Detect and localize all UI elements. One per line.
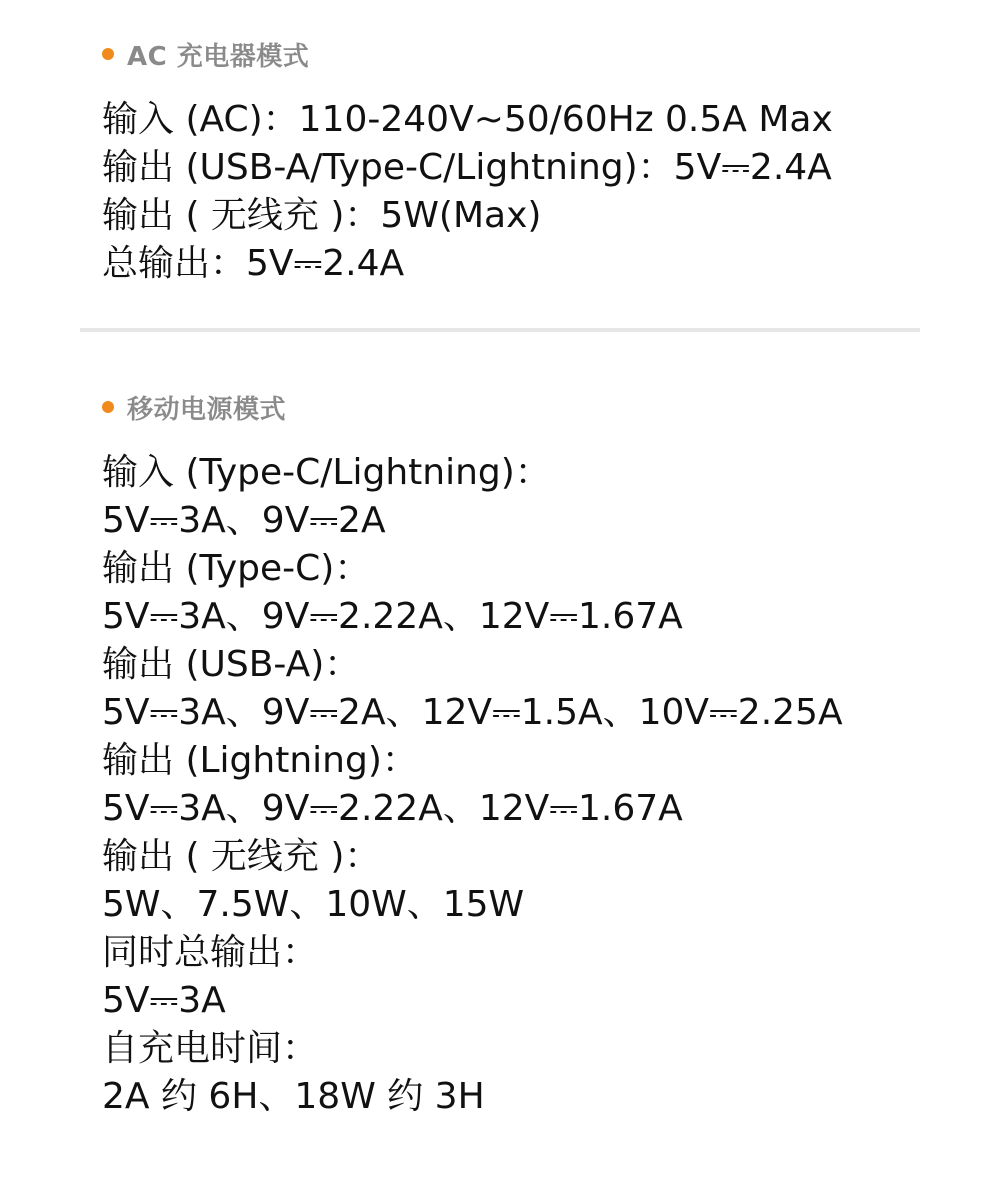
spec-label-total-output: 同时总输出： xyxy=(102,932,319,973)
ac-section-title: AC 充电器模式 xyxy=(127,41,310,72)
power-bank-spec-list xyxy=(102,449,920,1121)
section-divider xyxy=(80,328,920,332)
spec-value-input: 5V⎓3A、9V⎓2A xyxy=(102,500,386,541)
power-bank-mode-section xyxy=(102,389,920,1121)
ac-spec-output-wired: 输出 (USB-A/Type-C/Lightning)：5V⎓2.4A xyxy=(102,147,832,188)
ac-spec-total-output: 总输出：5V⎓2.4A xyxy=(102,243,405,284)
spec-label-output-wireless: 输出 ( 无线充 )： xyxy=(102,836,381,877)
ac-spec-list xyxy=(102,96,920,288)
spec-value-output-usb-a: 5V⎓3A、9V⎓2A、12V⎓1.5A、10V⎓2.25A xyxy=(102,692,843,733)
spec-label-output-lightning: 输出 (Lightning)： xyxy=(102,740,418,781)
orange-bullet-icon xyxy=(102,48,114,60)
orange-bullet-icon xyxy=(102,401,114,413)
spec-value-output-lightning: 5V⎓3A、9V⎓2.22A、12V⎓1.67A xyxy=(102,788,683,829)
spec-label-input: 输入 (Type-C/Lightning)： xyxy=(102,452,551,493)
spec-label-output-usb-a: 输出 (USB-A)： xyxy=(102,644,361,685)
ac-section-header xyxy=(102,36,920,72)
power-bank-section-header xyxy=(102,389,920,425)
ac-charger-mode-section xyxy=(102,36,920,288)
power-bank-section-title: 移动电源模式 xyxy=(127,394,287,425)
spec-value-output-type-c: 5V⎓3A、9V⎓2.22A、12V⎓1.67A xyxy=(102,596,683,637)
spec-value-output-wireless: 5W、7.5W、10W、15W xyxy=(102,884,525,925)
spec-label-output-type-c: 输出 (Type-C)： xyxy=(102,548,371,589)
spec-label-self-charge-time: 自充电时间： xyxy=(102,1028,319,1069)
ac-spec-input: 输入 (AC)：110-240V~50/60Hz 0.5A Max xyxy=(102,99,833,140)
ac-spec-output-wireless: 输出 ( 无线充 )：5W(Max) xyxy=(102,195,542,236)
spec-value-total-output: 5V⎓3A xyxy=(102,980,226,1021)
spec-value-self-charge-time: 2A 约 6H、18W 约 3H xyxy=(102,1076,485,1117)
